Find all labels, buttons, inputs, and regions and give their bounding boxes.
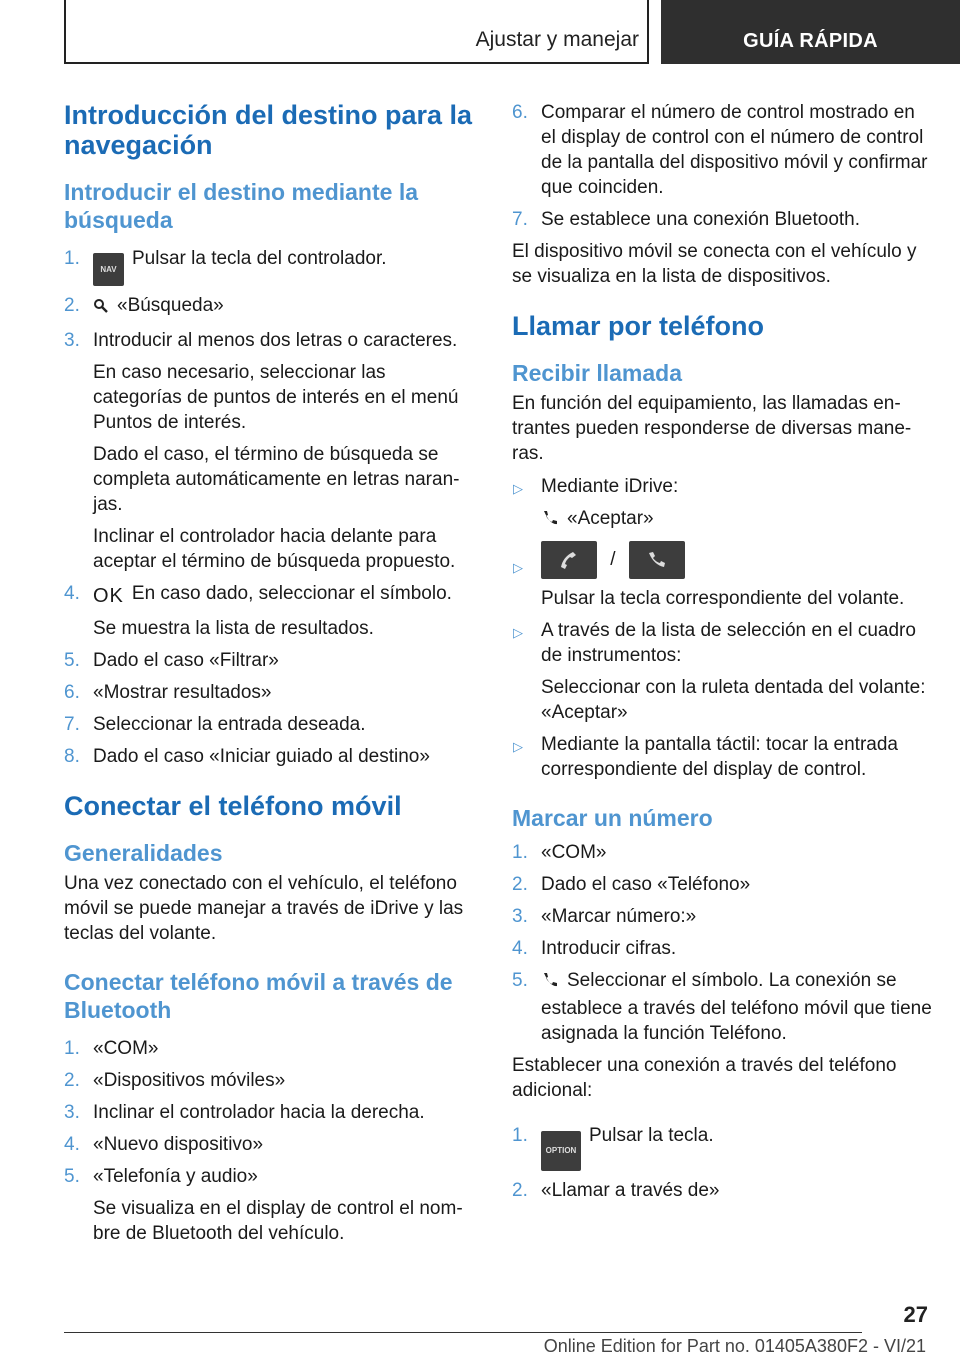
list-item: 1. OPTIONPulsar la tecla. <box>512 1123 932 1171</box>
nav-key-icon: NAV <box>93 253 124 286</box>
chapter-tab[interactable]: GUÍA RÁPIDA <box>661 0 960 64</box>
page-number: 27 <box>903 1302 928 1327</box>
phone-menu-key-icon <box>629 541 685 579</box>
heading-receive: Recibir llamada <box>512 360 683 386</box>
list-item: 3. «Marcar número:» <box>512 906 697 927</box>
list-item: 3. Introducir al menos dos letras o caracteres. En caso necesario, seleccionar las categorías de puntos de interés en el menú Puntos de interés. Dado el caso, el término de búsqueda se completa automáticamente en letras naranjas. Inclinar el controlador hacia delante para aceptar el término de búsqueda propuesto. <box>64 330 460 572</box>
heading-dial: Marcar un número <box>512 805 713 831</box>
list-item: 3. Inclinar el controlador hacia la derecha. <box>64 1102 425 1123</box>
list-item: 5. Seleccionar el símbolo. La conexión se establece a través del teléfono móvil que tiene asignada la función Teléfono. <box>512 970 932 1044</box>
list-item: 1. NAVPulsar la tecla del controlador. <box>64 246 476 286</box>
list-item: 4. «Nuevo dispositivo» <box>64 1134 264 1155</box>
general-text: Una vez conectado con el vehículo, el teléfono móvil se puede manejar a través de iDrive y las teclas del volante. <box>64 873 464 944</box>
triangle-bullet-icon: ▷ <box>513 625 523 640</box>
list-item: ▷ A través de la lista de selección en el cuadro de instrumentos: Seleccionar con la ruleta dentada del volante: «Aceptar» <box>513 620 926 723</box>
triangle-bullet-icon: ▷ <box>513 481 523 496</box>
right-column <box>512 100 932 1210</box>
extra-steps <box>512 1123 932 1203</box>
list-item: ▷ Mediante iDrive: «Aceptar» <box>512 474 932 534</box>
heading-bluetooth: Conectar teléfono móvil a través de Bluetooth <box>64 969 453 1023</box>
phone-icon <box>541 971 559 996</box>
list-item: 8. Dado el caso «Iniciar guiado al destino» <box>64 746 430 767</box>
phone-icon <box>541 509 559 534</box>
heading-general: Generalidades <box>64 840 223 866</box>
footer-edition: Online Edition for Part no. 01405A380F2 - VI/21 <box>543 1336 926 1356</box>
heading-connect-phone: Conectar el teléfono móvil <box>64 791 402 821</box>
section-title: Ajustar y manejar <box>475 28 639 51</box>
bluetooth-steps-continued <box>512 100 932 232</box>
list-item: 5. Dado el caso «Filtrar» <box>64 650 279 671</box>
list-item: 4. Introducir cifras. <box>512 938 677 959</box>
dial-steps <box>512 840 932 1046</box>
receive-text: En función del equipamiento, las llamadas entrantes pueden responderse de diversas maneras. <box>512 393 912 464</box>
list-item: 5. «Telefonía y audio» Se visualiza en el display de control el nombre de Bluetooth del vehículo. <box>64 1166 463 1244</box>
list-item: 2. Dado el caso «Teléfono» <box>512 874 751 895</box>
option-key-icon: OPTION <box>541 1131 581 1171</box>
list-item: 6. «Mostrar resultados» <box>64 682 272 703</box>
receive-options <box>512 474 932 782</box>
bluetooth-result: El dispositivo móvil se conecta con el vehículo y se visualiza en la lista de dispositivos. <box>512 241 917 287</box>
list-item: 2. «Dispositivos móviles» <box>64 1070 286 1091</box>
footer-divider <box>64 1332 862 1333</box>
extra-text: Establecer una conexión a través del teléfono adicional: <box>512 1055 897 1101</box>
bluetooth-steps <box>64 1036 476 1246</box>
triangle-bullet-icon: ▷ <box>513 560 523 575</box>
heading-call: Llamar por teléfono <box>512 311 765 341</box>
list-item: 2. «Llamar a través de» <box>512 1180 720 1201</box>
list-item: ▷ Mediante la pantalla táctil: tocar la entrada correspondiente del display de control. <box>513 734 898 780</box>
ok-icon: OK <box>93 585 124 607</box>
search-icon <box>93 296 109 321</box>
triangle-bullet-icon: ▷ <box>513 739 523 754</box>
phone-accept-key-icon <box>541 541 597 579</box>
heading-nav: Introducción del destino para la navegación <box>64 100 473 160</box>
list-item: 4. OK En caso dado, seleccionar el símbolo. Se muestra la lista de resultados. <box>64 583 452 639</box>
list-item: ▷ / Pulsar la tecla correspondiente del volante. <box>512 541 932 611</box>
list-item: 7. Seleccionar la entrada deseada. <box>64 714 366 735</box>
list-item: 7. Se establece una conexión Bluetooth. <box>512 209 861 230</box>
list-item: 6. Comparar el número de control mostrado en el display de control con el número de control de la pantalla del dispositivo móvil y confirmar que coinciden. <box>512 102 928 198</box>
list-item: 1. «COM» <box>512 842 607 863</box>
list-item: 1. «COM» <box>64 1038 159 1059</box>
heading-search: Introducir el destino mediante la búsqueda <box>64 179 419 233</box>
left-column <box>64 100 476 1253</box>
list-item: 2. «Búsqueda» <box>64 293 476 321</box>
search-steps <box>64 246 476 769</box>
